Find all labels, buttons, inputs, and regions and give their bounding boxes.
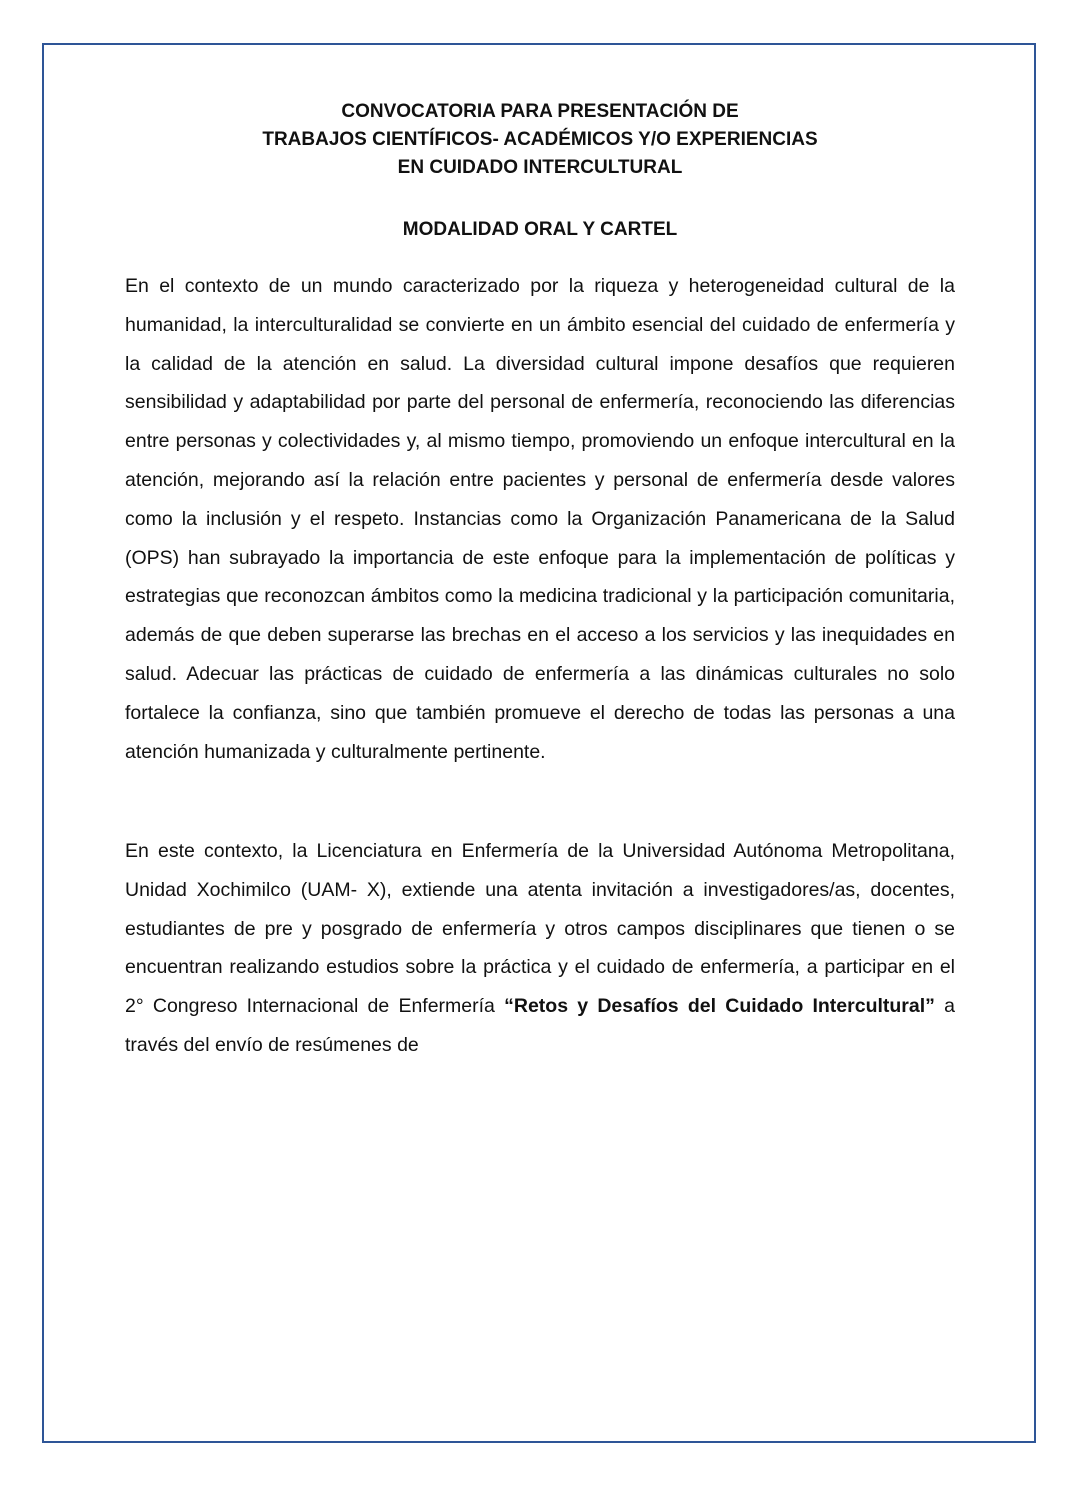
title-line-1: CONVOCATORIA PARA PRESENTACIÓN DE — [341, 101, 739, 122]
title-line-2: TRABAJOS CIENTÍFICOS- ACADÉMICOS Y/O EXPERIENCIAS — [262, 129, 818, 150]
invitation-text: En este contexto, la Licenciatura en Enfermería de la Universidad Autónoma Metropolitana, Unidad Xochimilco (UAM- X), extiende una atenta invitación a investigadores/as, docentes, estudiantes de pre y posgrado de enfermería y otros campos disciplinares que tienen o se encuentran realizando estudios sobre la práctica y el cuidado de enfermería, a participar en el 2° Congreso Internacional de Enfermería — [125, 840, 955, 1018]
intro-paragraph: En el contexto de un mundo caracterizado por la riqueza y heterogeneidad cultural de la humanidad, la interculturalidad se convierte en un ámbito esencial del cuidado de enfermería y la calidad de la atención en salud. La diversidad cultural impone desafíos que requieren sensibilidad y adaptabilidad por parte del personal de enfermería, reconociendo las diferencias entre personas y colectividades y, al mismo tiempo, promoviendo un enfoque intercultural en la atención, mejorando así la relación entre pacientes y personal de enfermería desde valores como la inclusión y el respeto. Instancias como la Organización Panamericana de la Salud (OPS) han subrayado la importancia de este enfoque para la implementación de políticas y estrategias que reconozcan ámbitos como la medicina tradicional y la participación comunitaria, además de que deben superarse las brechas en el acceso a los servicios y las inequidades en salud. Adecuar las prácticas de cuidado de enfermería a las dinámicas culturales no solo fortalece la confianza, sino que también promueve el derecho de todas las personas a una atención humanizada y culturalmente pertinente. — [125, 275, 955, 763]
invitation-tail: a través del envío de resúmenes de — [125, 995, 955, 1056]
title-line-3: EN CUIDADO INTERCULTURAL — [397, 157, 683, 178]
congress-name: “Retos y Desafíos del Cuidado Intercultural” — [504, 995, 935, 1018]
invitation-paragraph — [125, 832, 955, 1065]
modality-subtitle: MODALIDAD ORAL Y CARTEL — [402, 219, 678, 240]
document-title — [125, 98, 955, 182]
